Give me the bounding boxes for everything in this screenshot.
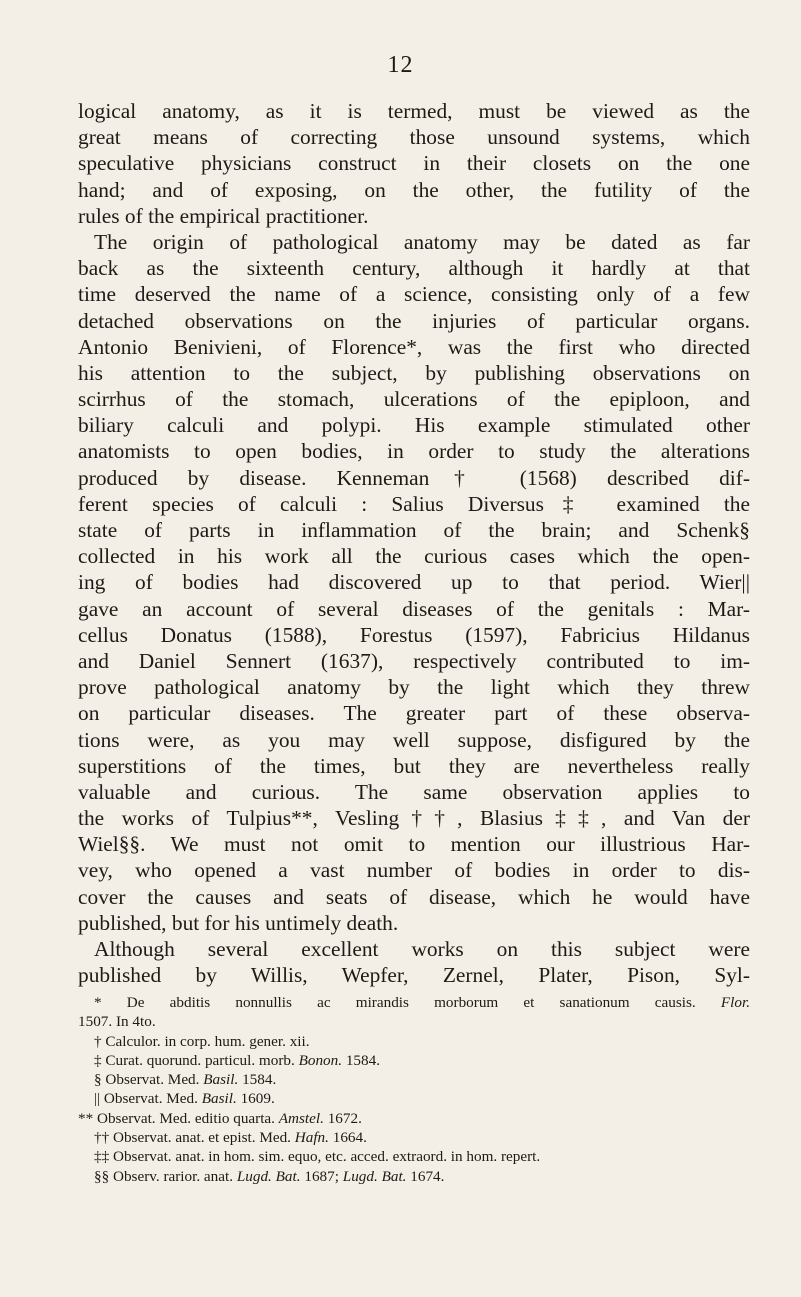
body-line: scirrhus of the stomach, ulcerations of the epiploon, and [78,387,750,412]
body-line: produced by disease. Kenneman† (1568) described dif- [78,465,750,490]
body-line: detached observations on the injuries of particular organs. [78,308,750,333]
footnote: || Observat. Med. Basil. 1609. [94,1090,275,1108]
footnote: ‡ Curat. quorund. particul. morb. Bonon. 1584. [94,1051,380,1069]
footnote: §§ Observ. rarior. anat. Lugd. Bat. 1687; Lugd. Bat. 1674. [94,1167,445,1185]
body-line: The origin of pathological anatomy may be dated as far [94,229,750,254]
body-line: tions were, as you may well suppose, disfigured by the [78,727,750,752]
footnote: ** Observat. Med. editio quarta. Amstel. 1672. [78,1109,362,1127]
body-line: valuable and curious. The same observation applies to [78,779,750,804]
body-line: great means of correcting those unsound systems, which [78,125,750,150]
body-line: collected in his work all the curious cases which the open- [78,544,750,569]
body-line: hand; and of exposing, on the other, the futility of the [78,177,750,202]
footnote: †† Observat. anat. et epist. Med. Hafn. 1664. [94,1129,367,1147]
body-line: biliary calculi and polypi. His example stimulated other [78,413,750,438]
footnote: § Observat. Med. Basil. 1584. [94,1071,277,1089]
body-line: state of parts in inflammation of the brain; and Schenk§ [78,518,750,542]
body-line: cover the causes and seats of disease, which he would have [78,884,750,909]
body-line: Although several excellent works on this subject were [94,937,750,961]
body-line: ferent species of calculi : Salius Diversus‡ examined the [78,491,750,516]
body-line: on particular diseases. The greater part of these observa- [78,701,750,726]
body-line: cellus Donatus (1588), Forestus (1597), Fabricius Hildanus [78,622,750,647]
body-line: gave an account of several diseases of the genitals : Mar- [78,596,750,621]
footnote: 1507. In 4to. [78,1013,156,1031]
body-line: vey, who opened a vast number of bodies in order to dis- [78,858,750,883]
footnote: ‡‡ Observat. anat. in hom. sim. equo, etc. acced. extraord. in hom. repert. [94,1148,541,1166]
body-line: published, but for his untimely death. [78,910,399,935]
body-line: anatomists to open bodies, in order to study the alterations [78,439,750,464]
body-line: speculative physicians construct in their closets on the one [78,151,750,176]
body-line: time deserved the name of a science, consisting only of a few [78,282,750,307]
body-line: his attention to the subject, by publishing observations on [78,360,750,385]
body-line: Wiel§§. We must not omit to mention our illustrious Har- [78,832,750,857]
body-text [78,98,750,988]
body-line: logical anatomy, as it is termed, must be viewed as the [78,99,750,123]
body-line: ing of bodies had discovered up to that period. Wier|| [78,570,750,595]
body-line: back as the sixteenth century, although it hardly at that [78,256,750,281]
body-line: rules of the empirical practitioner. [78,203,369,228]
footnote: † Calculor. in corp. hum. gener. xii. [94,1032,310,1050]
body-line: superstitions of the times, but they are nevertheless really [78,753,750,778]
body-line: published by Willis, Wepfer, Zernel, Plater, Pison, Syl- [78,963,750,988]
page-number: 12 [387,52,414,78]
footnotes [78,993,750,1186]
footnote: * De abditis nonnullis ac mirandis morborum et sanationum causis. Flor. [94,994,750,1011]
body-line: prove pathological anatomy by the light which they threw [78,675,750,700]
body-line: the works of Tulpius**, Vesling††, Blasius‡‡, and Van der [78,806,750,831]
body-line: and Daniel Sennert (1637), respectively contributed to im- [78,648,750,673]
body-line: Antonio Benivieni, of Florence*, was the first who directed [78,334,750,359]
